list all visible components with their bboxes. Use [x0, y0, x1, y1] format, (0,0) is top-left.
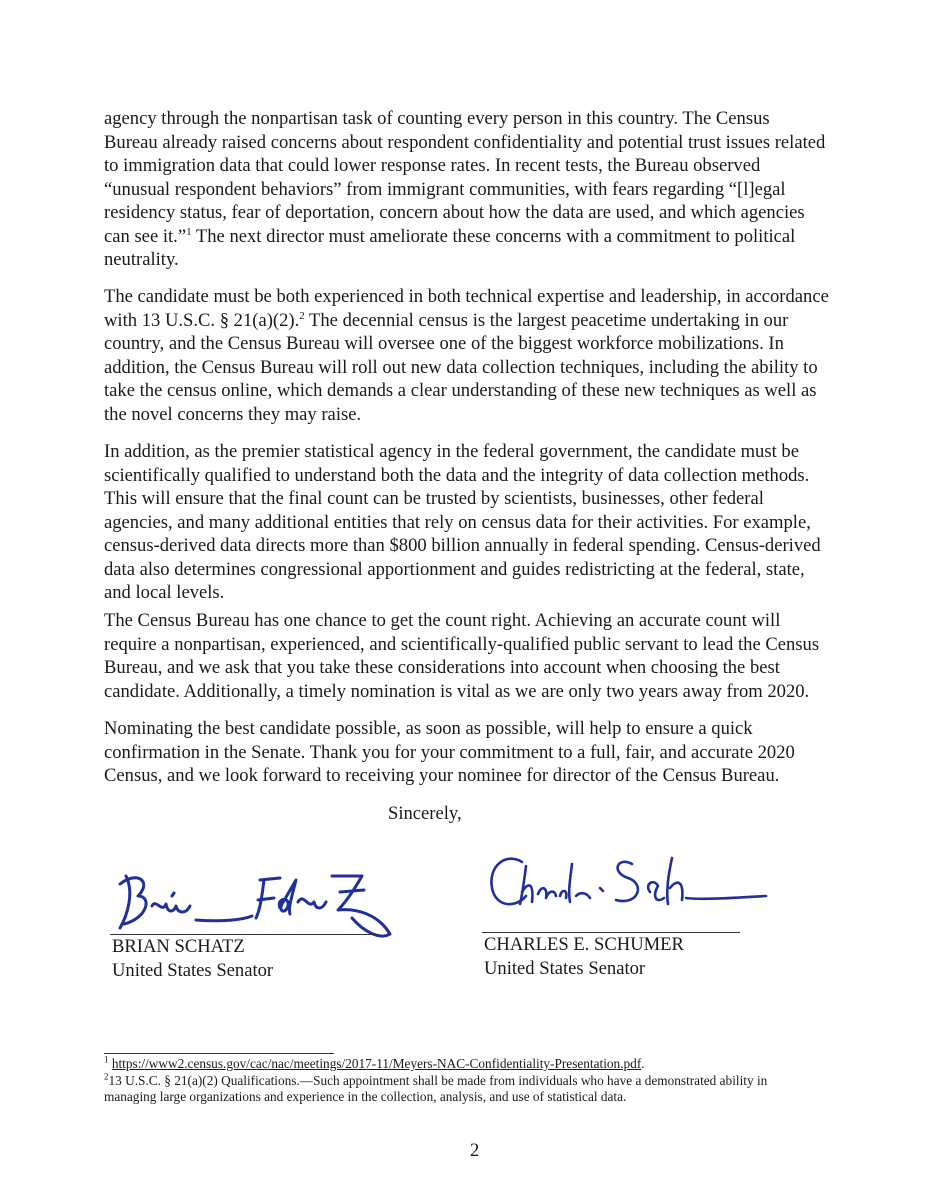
text-line — [104, 309, 849, 333]
text-line: the novel concerns they may raise. — [104, 403, 362, 425]
text-line: “unusual respondent behaviors” from immigrant communities, with fears regarding “[l]egal — [104, 178, 786, 200]
footnote-ref-2[interactable]: 2 — [299, 309, 305, 322]
closing-salutation: Sincerely, — [388, 803, 462, 824]
text-line: confirmation in the Senate. Thank you for your commitment to a full, fair, and accurate 2020 — [104, 741, 795, 763]
paragraph-2 — [104, 285, 849, 426]
text-segment: can see it.” — [104, 225, 187, 247]
paragraph-4 — [104, 609, 849, 703]
page-number: 2 — [470, 1140, 480, 1161]
text-line: Bureau already raised concerns about respondent confidentiality and potential trust issues related — [104, 131, 826, 153]
signatory-title: United States Senator — [484, 958, 646, 979]
text-line: addition, the Census Bureau will roll out new data collection techniques, including the ability to — [104, 356, 818, 378]
footnote-2-continued: managing large organizations and experience in the collection, analysis, and use of statistical data. — [104, 1089, 627, 1104]
text-line: Bureau, and we ask that you take these considerations into account when choosing the best — [104, 657, 780, 678]
signatory-schumer — [484, 933, 684, 981]
text-line: Census, and we look forward to receiving your nominee for director of the Census Bureau. — [104, 765, 780, 786]
signatory-name: BRIAN SCHATZ — [112, 936, 245, 957]
text-segment: The next director must ameliorate these concerns with a commitment to political — [191, 225, 796, 247]
text-line: The Census Bureau has one chance to get the count right. Achieving an accurate count will — [104, 610, 781, 631]
text-line: to immigration data that could lower response rates. In recent tests, the Bureau observed — [104, 155, 761, 176]
footnote-2 — [104, 1073, 864, 1090]
signature-schumer-image — [482, 848, 772, 918]
text-line: neutrality. — [104, 249, 179, 270]
text-line: require a nonpartisan, experienced, and scientifically-qualified public servant to lead the Census — [104, 633, 820, 655]
text-line: In addition, as the premier statistical agency in the federal government, the candidate must be — [104, 441, 799, 462]
footnotes — [104, 1056, 864, 1106]
text-line: census-derived data directs more than $800 billion annually in federal spending. Census-derived — [104, 535, 821, 556]
signatory-schatz — [112, 935, 273, 983]
signature-schatz-image — [112, 862, 412, 942]
footnote-suffix: . — [641, 1056, 645, 1071]
footnote-text: 13 U.S.C. § 21(a)(2) Qualifications.—Such appointment shall be made from individuals who have a demonstrated ability in — [108, 1072, 768, 1088]
text-line: data also determines congressional apportionment and guides redistricting at the federal, state, — [104, 558, 805, 580]
footnote-1 — [104, 1056, 864, 1073]
footnote-ref-1[interactable]: 1 — [186, 225, 192, 238]
footnote-link[interactable]: https://www2.census.gov/cac/nac/meetings/2017-11/Meyers-NAC-Confidentiality-Presentation.pdf — [111, 1056, 642, 1071]
paragraph-3 — [104, 440, 849, 605]
text-line: residency status, fear of deportation, concern about how the data are used, and which agencies — [104, 202, 805, 223]
text-line: This will ensure that the final count can be trusted by scientists, businesses, other federal — [104, 488, 764, 509]
footnote-divider — [104, 1053, 334, 1054]
text-line: take the census online, which demands a clear understanding of these new techniques as well as — [104, 380, 817, 401]
text-line: scientifically qualified to understand both the data and the integrity of data collection methods. — [104, 464, 810, 486]
footnote-mark: 1 — [104, 1054, 109, 1065]
text-line: agencies, and many additional entities that rely on census data for their activities. For example, — [104, 511, 811, 533]
text-line: country, and the Census Bureau will oversee one of the biggest workforce mobilizations. In — [104, 333, 784, 354]
text-line: Nominating the best candidate possible, as soon as possible, will help to ensure a quick — [104, 718, 753, 739]
text-line — [104, 225, 849, 249]
text-line: agency through the nonpartisan task of counting every person in this country. The Census — [104, 108, 770, 129]
footnote-mark: 2 — [104, 1071, 109, 1082]
signatory-title: United States Senator — [112, 960, 274, 981]
text-line: candidate. Additionally, a timely nomination is vital as we are only two years away from 2020. — [104, 680, 810, 702]
text-line: and local levels. — [104, 582, 225, 603]
text-segment: The decennial census is the largest peacetime undertaking in our — [304, 309, 789, 331]
text-segment: with 13 U.S.C. § 21(a)(2). — [104, 309, 300, 331]
signatory-name: CHARLES E. SCHUMER — [484, 934, 684, 955]
paragraph-1 — [104, 107, 849, 272]
paragraph-5 — [104, 717, 849, 788]
text-line: The candidate must be both experienced in both technical expertise and leadership, in accordance — [104, 286, 829, 307]
